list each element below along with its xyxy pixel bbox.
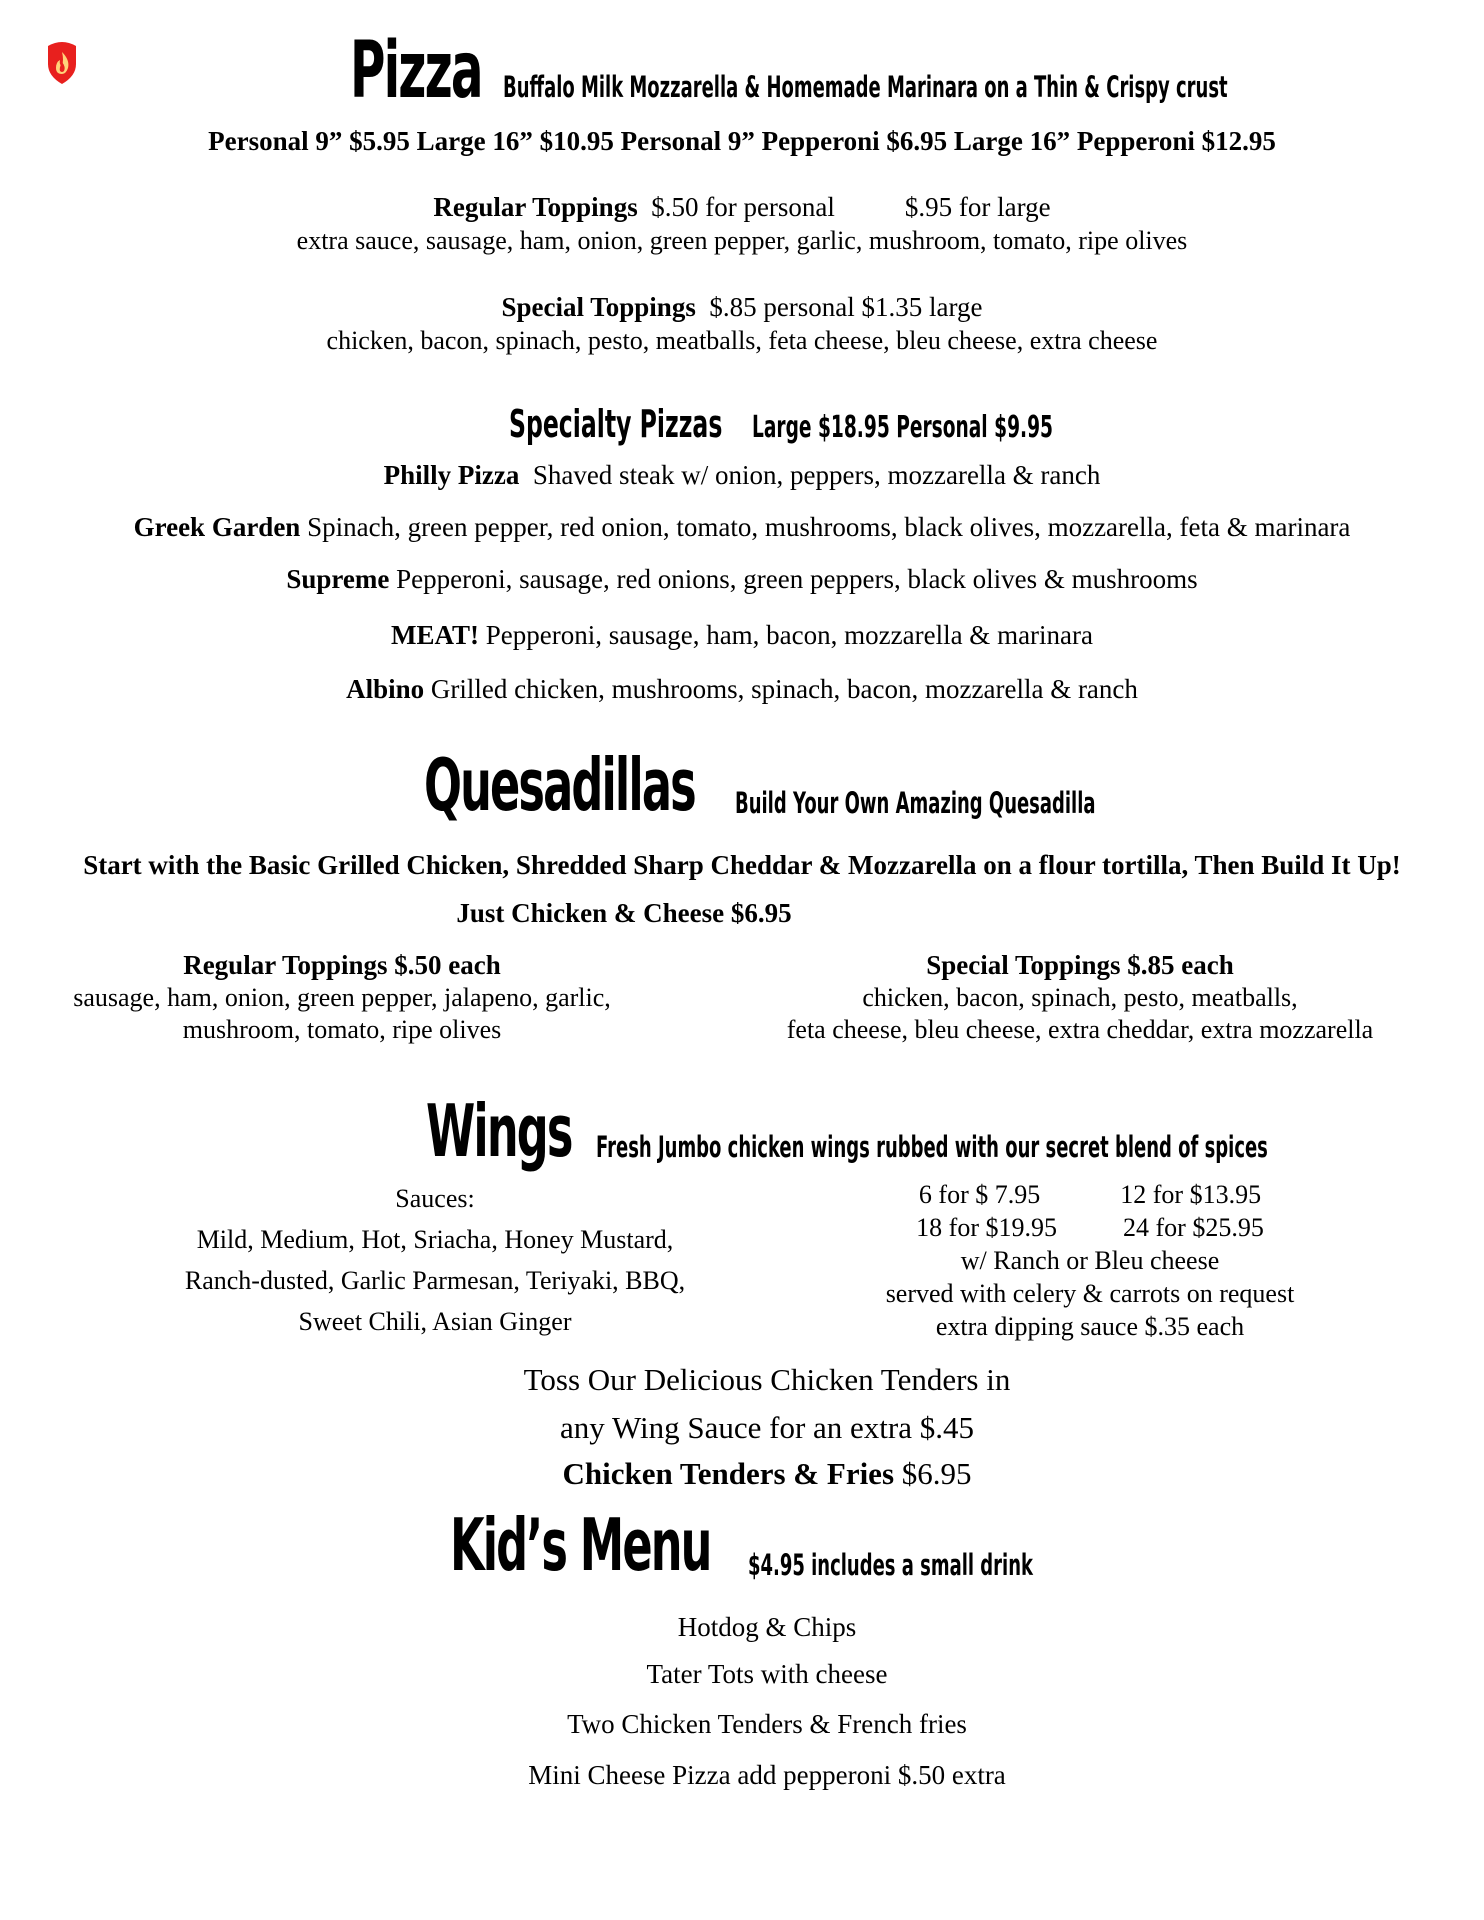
wings-subtitle: Fresh Jumbo chicken wings rubbed with our secret blend of spices bbox=[596, 1130, 1268, 1164]
kids-item: Mini Cheese Pizza add pepperoni $.50 extra bbox=[528, 1760, 1006, 1790]
specialty-supreme: Supreme Pepperoni, sausage, red onions, green peppers, black olives & mushrooms bbox=[286, 564, 1198, 594]
wings-section bbox=[0, 1080, 1484, 1510]
pizza-title: Pizza bbox=[350, 26, 482, 116]
quesadillas-title: Quesadillas bbox=[424, 743, 695, 827]
specialty-philly: Philly Pizza Shaved steak w/ onion, peppers, mozzarella & ranch bbox=[383, 460, 1101, 490]
specialty-meat: MEAT! Pepperoni, sausage, ham, bacon, mozzarella & marinara bbox=[391, 620, 1093, 650]
quesadillas-intro: Start with the Basic Grilled Chicken, Shredded Sharp Cheddar & Mozzarella on a flour tortilla, Then Build It Up! bbox=[83, 850, 1401, 880]
regular-toppings-label: Regular Toppings bbox=[433, 192, 638, 222]
regular-price-large: $.95 for large bbox=[904, 192, 1051, 222]
wings-sauces: Sauces: Mild, Medium, Hot, Sriacha, Honey Mustard, Ranch-dusted, Garlic Parmesan, Teriyaki, BBQ, Sweet Chili, Asian Ginger bbox=[184, 1184, 686, 1336]
specialty-pizzas-prices: Large $18.95 Personal $9.95 bbox=[752, 410, 1053, 445]
specialty-albino: Albino Grilled chicken, mushrooms, spinach, bacon, mozzarella & ranch bbox=[346, 674, 1138, 704]
quesadillas-subtitle: Build Your Own Amazing Quesadilla bbox=[735, 786, 1096, 820]
regular-toppings-list: extra sauce, sausage, ham, onion, green pepper, garlic, mushroom, tomato, ripe olives bbox=[296, 226, 1188, 255]
chicken-tenders: Chicken Tenders & Fries $6.95 bbox=[562, 1456, 972, 1491]
special-toppings-list: chicken, bacon, spinach, pesto, meatballs, feta cheese, bleu cheese, extra cheese bbox=[326, 326, 1158, 355]
pizza-prices: Personal 9” $5.95 Large 16” $10.95 Personal 9” Pepperoni $6.95 Large 16” Pepperoni $12.95 bbox=[208, 126, 1276, 156]
special-price: $.85 personal $1.35 large bbox=[709, 292, 983, 322]
quesadillas-basic-price: Just Chicken & Cheese $6.95 bbox=[456, 898, 792, 928]
regular-price-personal: $.50 for personal bbox=[651, 192, 835, 222]
pizza-subtitle: Buffalo Milk Mozzarella & Homemade Marinara on a Thin & Crispy crust bbox=[503, 70, 1228, 104]
wings-title: Wings bbox=[426, 1089, 572, 1173]
wings-toss-line2: any Wing Sauce for an extra $.45 bbox=[560, 1410, 974, 1445]
quesadillas-section bbox=[0, 740, 1484, 1060]
specialty-greek-garden: Greek Garden Spinach, green pepper, red onion, tomato, mushrooms, black olives, mozzarella, feta & marinara bbox=[133, 512, 1351, 542]
wings-prices: 6 for $ 7.95 12 for $13.95 18 for $19.95 24 for $25.95 w/ Ranch or Bleu cheese served with celery & carrots on request extra dipping sauce $.35 each bbox=[885, 1180, 1295, 1341]
kids-subtitle: $4.95 includes a small drink bbox=[748, 1548, 1033, 1582]
quesadillas-special-toppings: Special Toppings $.85 each chicken, bacon, spinach, pesto, meatballs, feta cheese, bleu cheese, extra cheddar, extra mozzarella bbox=[786, 950, 1374, 1044]
kids-item: Tater Tots with cheese bbox=[646, 1659, 888, 1689]
pizza-special-toppings bbox=[0, 292, 1484, 323]
kids-title: Kid’s Menu bbox=[450, 1503, 711, 1587]
quesadillas-regular-toppings: Regular Toppings $.50 each sausage, ham, onion, green pepper, jalapeno, garlic, mushroom, tomato, ripe olives bbox=[73, 950, 611, 1044]
pizza-section bbox=[0, 0, 1484, 720]
wings-toss-line1: Toss Our Delicious Chicken Tenders in bbox=[523, 1362, 1011, 1397]
pizza-regular-toppings bbox=[0, 192, 1484, 223]
specialty-pizzas-title: Specialty Pizzas bbox=[509, 402, 723, 446]
kids-item: Hotdog & Chips bbox=[677, 1612, 857, 1642]
kids-item: Two Chicken Tenders & French fries bbox=[567, 1709, 967, 1739]
kids-section bbox=[0, 1500, 1484, 1800]
special-toppings-label: Special Toppings bbox=[501, 292, 696, 322]
